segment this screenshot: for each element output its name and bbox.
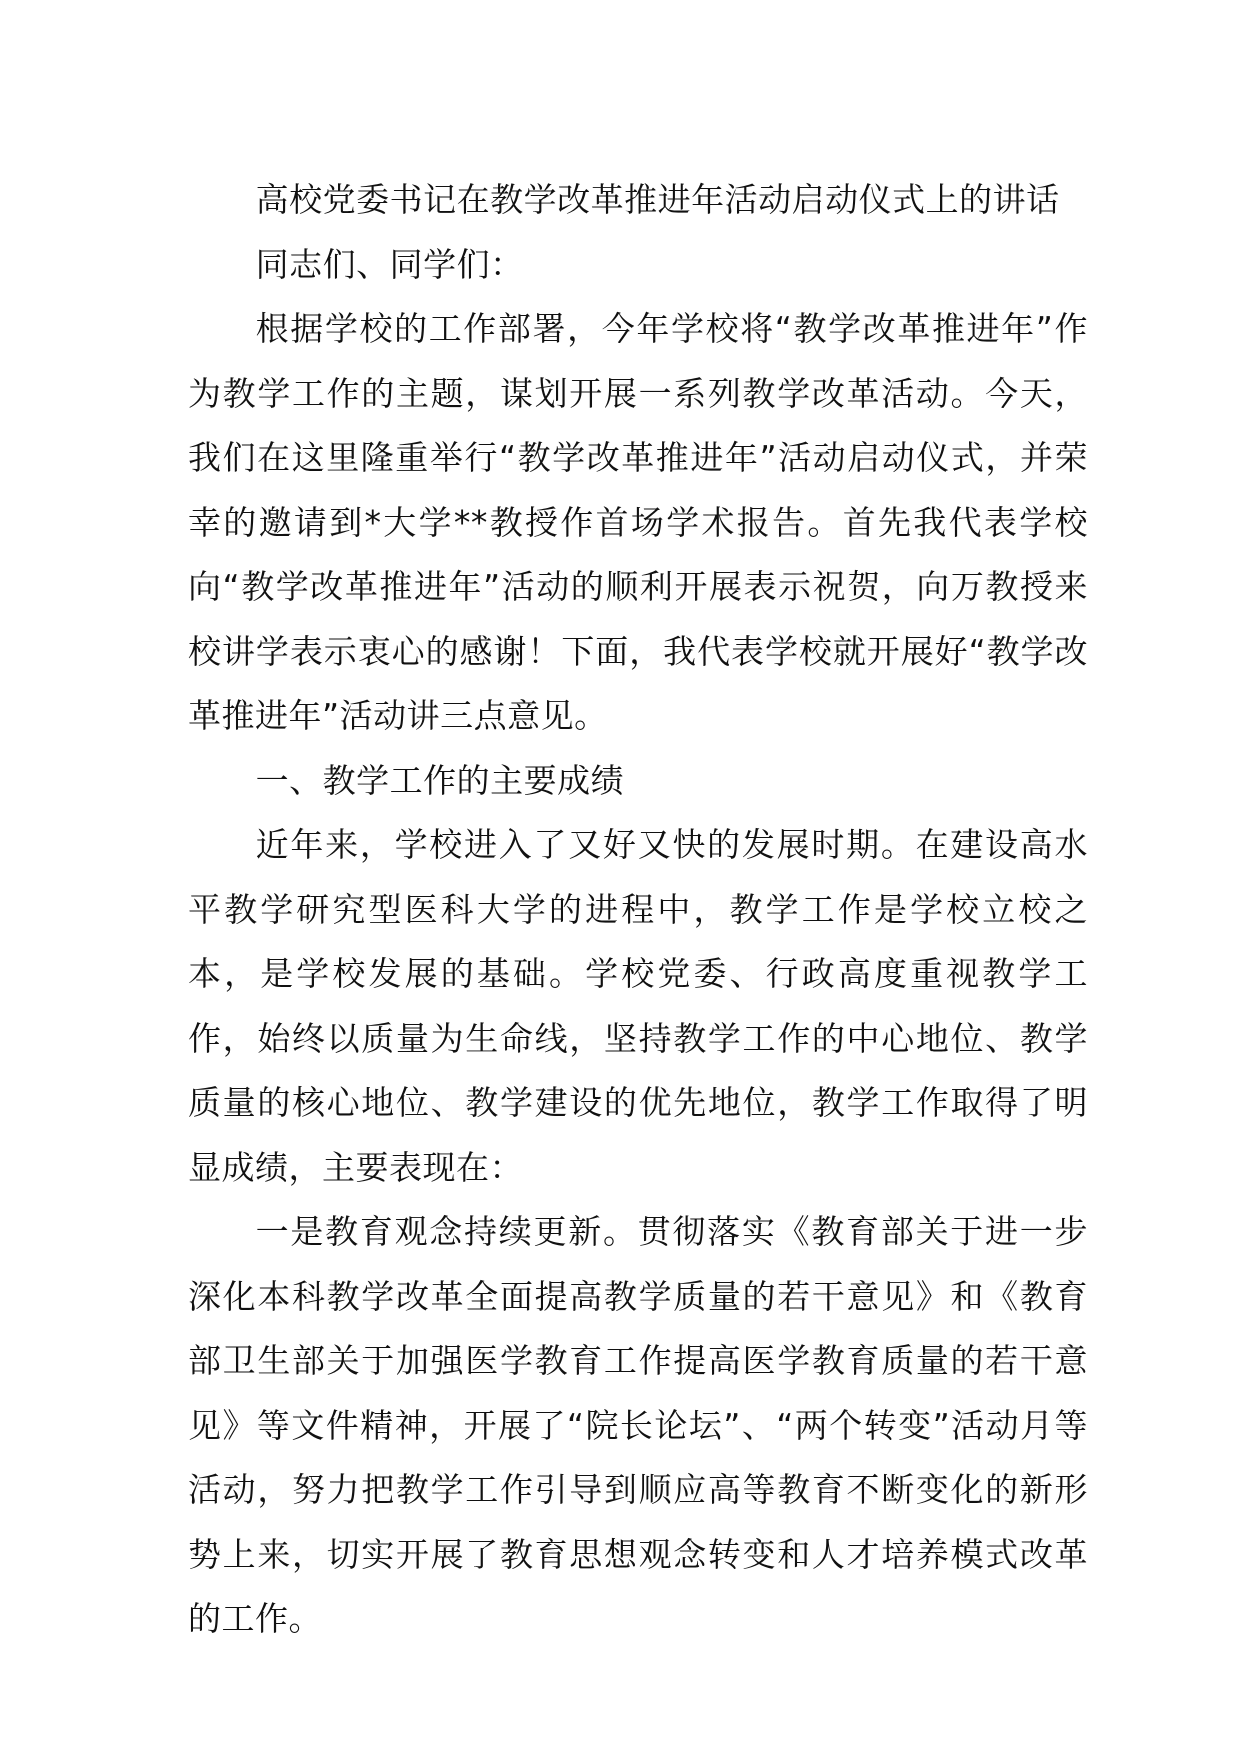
document-title: 高校党委书记在教学改革推进年活动启动仪式上的讲话 xyxy=(255,180,1060,219)
document-body xyxy=(188,168,1088,1652)
salutation: 同志们、同学们： xyxy=(255,244,524,284)
section-heading-1: 一、教学工作的主要成绩 xyxy=(255,760,625,800)
paragraph-point-1: 一是教育观念持续更新。贯彻落实《教育部关于进一步深化本科教学改革全面提高教学质量的若干意见》和《教育部卫生部关于加强医学教育工作提高医学教育质量的若干意见》等文件精神，开展了“院长论坛”、“两个转变”活动月等活动，努力把教学工作引导到顺应高等教育不断变化的新形势上来，切实开展了教育思想观念转变和人才培养模式改革的工作。 xyxy=(188,1212,1088,1638)
paragraph-achievements: 近年来，学校进入了又好又快的发展时期。在建设高水平教学研究型医科大学的进程中，教学工作是学校立校之本，是学校发展的基础。学校党委、行政高度重视教学工作，始终以质量为生命线，坚持教学工作的中心地位、教学质量的核心地位、教学建设的优先地位，教学工作取得了明显成绩，主要表现在： xyxy=(188,825,1088,1187)
paragraph-intro: 根据学校的工作部署，今年学校将“教学改革推进年”作为教学工作的主题，谋划开展一系列教学改革活动。今天，我们在这里隆重举行“教学改革推进年”活动启动仪式，并荣幸的邀请到*大学**教授作首场学术报告。首先我代表学校向“教学改革推进年”活动的顺利开展表示祝贺，向万教授来校讲学表示衷心的感谢！下面，我代表学校就开展好“教学改革推进年”活动讲三点意见。 xyxy=(188,309,1088,735)
